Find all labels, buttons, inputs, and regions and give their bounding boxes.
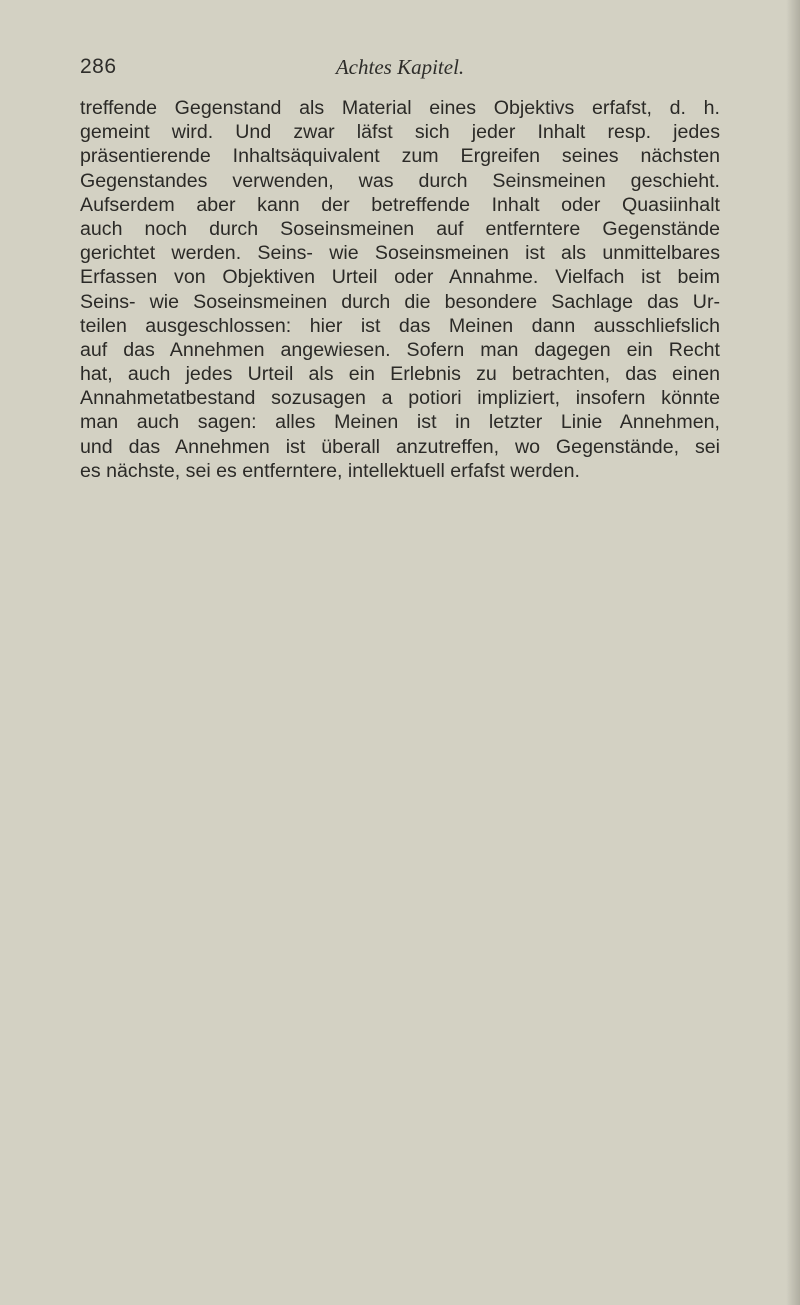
text-line: gerichtet werden. Seins- wie Soseinsmeinen ist als unmittelbares — [80, 242, 720, 265]
text-line: treffende Gegenstand als Material eines Objektivs erfafst, d. h. — [80, 97, 720, 119]
text-line: präsentierende Inhaltsäquivalent zum Ergreifen seines nächsten — [80, 145, 720, 168]
text-line: Annahmetatbestand sozusagen a potiori impliziert, insofern könnte — [80, 387, 720, 410]
running-head — [80, 55, 710, 85]
text-line: es nächste, sei es entferntere, intellektuell erfafst werden. — [80, 459, 580, 482]
chapter-title: Achtes Kapitel. — [335, 55, 465, 79]
text-line: man auch sagen: alles Meinen ist in letzter Linie Annehmen, — [80, 411, 720, 434]
text-line: Aufserdem aber kann der betreffende Inhalt oder Quasiinhalt — [80, 193, 720, 216]
body-text — [80, 96, 720, 483]
text-line: hat, auch jedes Urteil als ein Erlebnis zu betrachten, das einen — [80, 363, 720, 386]
text-line: teilen ausgeschlossen: hier ist das Meinen dann ausschliefslich — [80, 314, 720, 337]
page-number: 286 — [80, 55, 117, 78]
text-line: auch noch durch Soseinsmeinen auf entferntere Gegenstände — [80, 217, 720, 240]
text-line: Seins- wie Soseinsmeinen durch die besondere Sachlage das Ur- — [80, 290, 720, 313]
text-line: Gegenstandes verwenden, was durch Seinsmeinen geschieht. — [80, 169, 720, 192]
text-line: gemeint wird. Und zwar läfst sich jeder Inhalt resp. jedes — [80, 121, 720, 144]
text-line: auf das Annehmen angewiesen. Sofern man dagegen ein Recht — [80, 338, 720, 361]
text-line: Erfassen von Objektiven Urteil oder Annahme. Vielfach ist beim — [80, 266, 720, 289]
text-line: und das Annehmen ist überall anzutreffen, wo Gegenstände, sei — [80, 435, 720, 458]
page-edge-shadow — [786, 0, 800, 1305]
